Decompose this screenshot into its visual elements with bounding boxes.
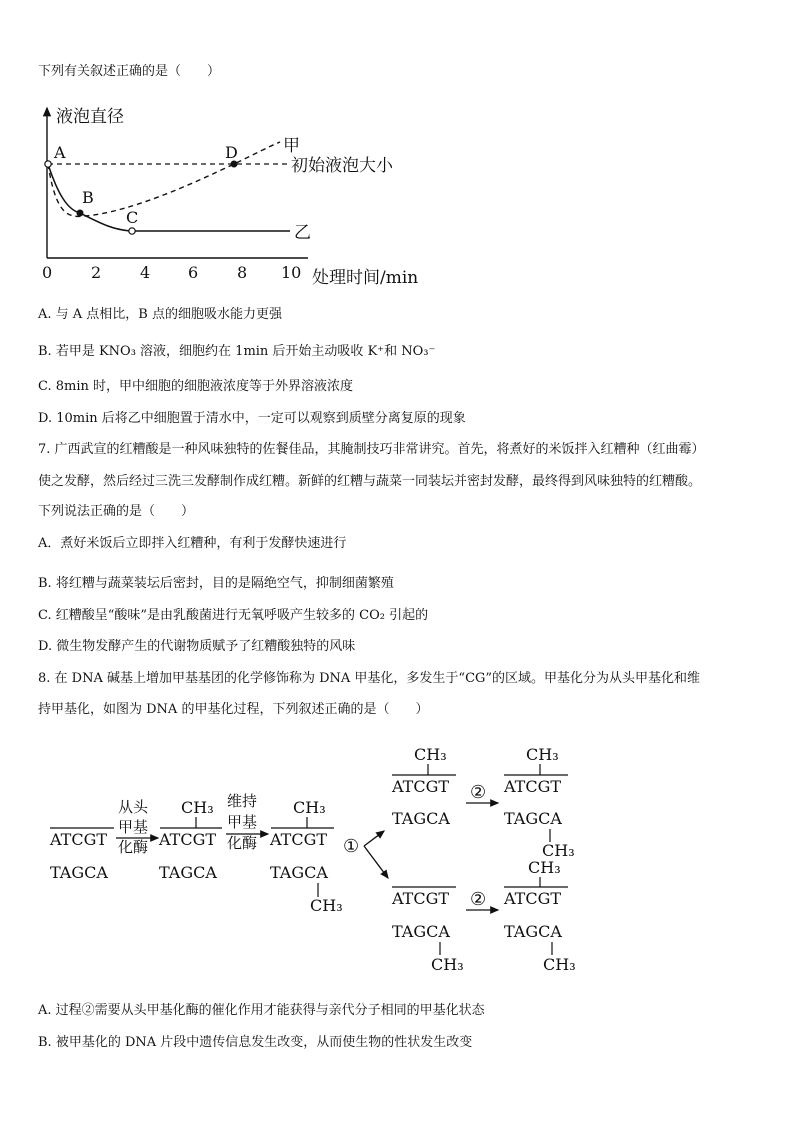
point-b bbox=[77, 210, 84, 217]
x-axis-label: 处理时间/min bbox=[312, 268, 419, 288]
y-axis-label: 液泡直径 bbox=[56, 107, 124, 127]
dna-methylation-diagram bbox=[49, 745, 576, 974]
x-tick-label: 10 bbox=[281, 263, 302, 282]
bottom-strand: TAGCA bbox=[392, 809, 450, 828]
enzyme2-line1: 维持 bbox=[227, 792, 258, 810]
bottom-strand: TAGCA bbox=[392, 922, 450, 941]
point-a bbox=[45, 161, 51, 167]
top-strand: ATCGT bbox=[159, 830, 217, 849]
q7-option-c: C. 红糟酸呈“酸味”是由乳酸菌进行无氧呼吸产生较多的 CO₂ 引起的 bbox=[38, 608, 429, 623]
bottom-strand: TAGCA bbox=[50, 863, 108, 882]
methyl: CH₃ bbox=[431, 955, 464, 974]
methyl: CH₃ bbox=[310, 896, 343, 915]
enzyme2-line3: 化酶 bbox=[227, 834, 258, 852]
top-strand: ATCGT bbox=[50, 830, 108, 849]
x-tick-label: 0 bbox=[42, 263, 53, 282]
fork-line bbox=[364, 831, 384, 846]
fork-line bbox=[364, 846, 388, 878]
series-jia-label: 甲 bbox=[283, 136, 300, 156]
q6-option-b: B. 若甲是 KNO₃ 溶液，细胞约在 1min 后开始主动吸收 K⁺和 NO₃⁻ bbox=[38, 344, 436, 359]
q7-stem-line2: 使之发酵，然后经过三洗三发酵制作成红糟。新鲜的红糟与蔬菜一同装坛并密封发酵，最终得到风味独特的红糟酸。 bbox=[38, 474, 702, 489]
q8-option-b: B. 被甲基化的 DNA 片段中遗传信息发生改变，从而使生物的性状发生改变 bbox=[38, 1035, 473, 1050]
point-c bbox=[129, 228, 135, 234]
methyl: CH₃ bbox=[543, 955, 576, 974]
series-yi-label: 乙 bbox=[294, 223, 311, 243]
top-strand: ATCGT bbox=[504, 889, 562, 908]
x-tick-label: 4 bbox=[140, 263, 151, 282]
initial-size-label: 初始液泡大小 bbox=[291, 156, 393, 176]
question-intro: 下列有关叙述正确的是（ ） bbox=[38, 64, 221, 79]
enzyme1-line1: 从头 bbox=[118, 798, 149, 816]
x-tick-label: 6 bbox=[188, 263, 199, 282]
top-strand: ATCGT bbox=[392, 777, 450, 796]
point-b-label: B bbox=[82, 188, 94, 207]
point-d-label: D bbox=[225, 143, 238, 162]
q7-option-a: A．煮好米饭后立即拌入红糟种，有利于发酵快速进行 bbox=[38, 536, 347, 551]
bottom-strand: TAGCA bbox=[504, 809, 562, 828]
methyl: CH₃ bbox=[528, 858, 561, 877]
bottom-strand: TAGCA bbox=[159, 863, 217, 882]
q6-option-d: D. 10min 后将乙中细胞置于清水中，一定可以观察到质壁分离复原的现象 bbox=[38, 411, 466, 426]
q8-stem-line1: 8. 在 DNA 碱基上增加甲基基团的化学修饰称为 DNA 甲基化，多发生于“CG”的区域。甲基化分为从头甲基化和维 bbox=[38, 671, 701, 686]
q8-option-a: A. 过程②需要从头甲基化酶的催化作用才能获得与亲代分子相同的甲基化状态 bbox=[38, 1003, 485, 1018]
methyl: CH₃ bbox=[181, 798, 214, 817]
methyl: CH₃ bbox=[293, 798, 326, 817]
bottom-strand: TAGCA bbox=[270, 863, 328, 882]
top-strand: ATCGT bbox=[392, 889, 450, 908]
enzyme2-line2: 甲基 bbox=[227, 813, 258, 831]
methyl: CH₃ bbox=[526, 745, 559, 764]
vacuole-graph bbox=[42, 107, 418, 288]
q6-option-a: A. 与 A 点相比，B 点的细胞吸水能力更强 bbox=[38, 307, 282, 322]
q7-stem-line3: 下列说法正确的是（ ） bbox=[38, 504, 195, 519]
q6-option-c: C. 8min 时，甲中细胞的细胞液浓度等于外界溶液浓度 bbox=[38, 379, 354, 394]
methyl: CH₃ bbox=[414, 745, 447, 764]
q8-stem-line2: 持甲基化，如图为 DNA 的甲基化过程，下列叙述正确的是（ ） bbox=[38, 702, 429, 717]
step-2-label: ② bbox=[470, 889, 487, 910]
enzyme1-line3: 化酶 bbox=[118, 838, 149, 856]
q7-option-d: D. 微生物发酵产生的代谢物质赋予了红糟酸独特的风味 bbox=[38, 639, 356, 654]
top-strand: ATCGT bbox=[504, 777, 562, 796]
top-strand: ATCGT bbox=[270, 830, 328, 849]
x-tick-label: 8 bbox=[237, 263, 248, 282]
bottom-strand: TAGCA bbox=[504, 922, 562, 941]
q7-option-b: B. 将红糟与蔬菜装坛后密封，目的是隔绝空气，抑制细菌繁殖 bbox=[38, 576, 394, 591]
point-c-label: C bbox=[126, 208, 139, 227]
methyl: CH₃ bbox=[542, 841, 575, 860]
enzyme1-line2: 甲基 bbox=[118, 818, 149, 836]
x-tick-label: 2 bbox=[91, 263, 102, 282]
q7-stem-line1: 7. 广西武宣的红糟酸是一种风味独特的佐餐佳品，其腌制技巧非常讲究。首先，将煮好的米饭拌入红糟种（红曲霉） bbox=[38, 442, 705, 457]
point-a-label: A bbox=[54, 143, 66, 162]
step-2-label: ② bbox=[470, 782, 487, 803]
step-1-label: ① bbox=[343, 836, 360, 857]
